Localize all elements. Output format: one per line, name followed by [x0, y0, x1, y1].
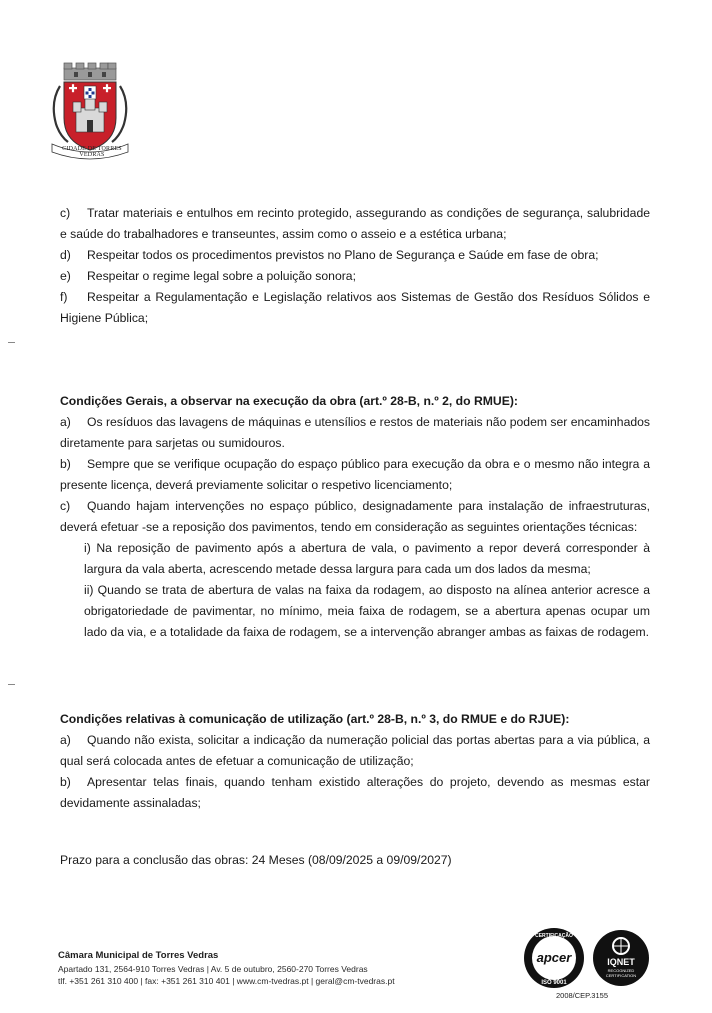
- apcer-name-text: apcer: [536, 950, 572, 965]
- list-item: a) Quando não exista, solicitar a indicação da numeração policial das portas abertas para a via pública, a qual será colocada antes de efetuar a comunicação de utilização;: [60, 733, 650, 768]
- section-2: [60, 391, 650, 643]
- list-item: b) Sempre que se verifique ocupação do espaço público para execução da obra e o mesmo não integra a presente licença, deverá previamente solicitar o respetivo licenciamento;: [60, 457, 650, 492]
- footer-contacts: tlf. +351 261 310 400 | fax: +351 261 310 401 | www.cm-tvedras.pt | geral@cm-tvedras.pt: [58, 976, 395, 986]
- iqnet-line2-text: CERTIFICATION: [605, 973, 637, 978]
- section-3: [60, 709, 650, 814]
- apcer-iso9001-logo-icon: [523, 927, 585, 989]
- section-1: [60, 203, 650, 329]
- apcer-iso-text: ISO 9001: [541, 980, 567, 986]
- margin-mark: [8, 342, 15, 343]
- certificate-code: 2008/CEP.3155: [556, 991, 608, 1000]
- footer-contact: [58, 950, 395, 987]
- iqnet-certification-logo-icon: [592, 929, 650, 987]
- list-item: d) Respeitar todos os procedimentos previstos no Plano de Segurança e Saúde em fase de obra;: [60, 248, 599, 262]
- sub-list-item: i) Na reposição de pavimento após a abertura de vala, o pavimento a repor deverá corresponder à largura da vala aberta, acrescendo metade dessa largura para cada um dos lados da mesma;: [84, 541, 651, 576]
- list-item: b) Apresentar telas finais, quando tenham existido alterações do projeto, devendo as mesmas estar devidamente assinaladas;: [60, 775, 650, 810]
- deadline-statement: Prazo para a conclusão das obras: 24 Meses (08/09/2025 a 09/09/2027): [60, 853, 452, 867]
- list-item: c) Quando hajam intervenções no espaço público, designadamente para instalação de infraestruturas, deverá efetuar -se a reposição dos pavimentos, tendo em consideração as seguintes orientações técnicas:: [60, 499, 650, 534]
- crest-motto: CIDADE DE TORRES VEDRAS: [62, 146, 122, 158]
- apcer-arc-text: CERTIFICAÇÃO: [535, 933, 573, 939]
- list-item: c) Tratar materiais e entulhos em recinto protegido, assegurando as condições de segurança, salubridade e saúde do trabalhadores e transeuntes, assim como o asseio e a estética urbana;: [60, 206, 650, 241]
- section-heading: Condições relativas à comunicação de utilização (art.º 28-B, n.º 3, do RMUE e do RJUE):: [60, 712, 570, 726]
- list-item: a) Os resíduos das lavagens de máquinas e utensílios e restos de materiais não podem ser encaminhados diretamente para sarjetas ou sumidouros.: [60, 415, 650, 450]
- list-item: e) Respeitar o regime legal sobre a poluição sonora;: [60, 269, 356, 283]
- sub-list-item: ii) Quando se trata de abertura de valas na faixa da rodagem, ao disposto na alínea anterior acresce a obrigatoriedade de pavimentar, no mínimo, meia faixa de rodagem, se a abertura apenas ocupar um lado da via, e a totalidade da faixa de rodagem, se a intervenção abranger ambas as faixas de rodagem.: [84, 583, 651, 639]
- footer-org-name: Câmara Municipal de Torres Vedras: [58, 950, 219, 961]
- section-heading: Condições Gerais, a observar na execução da obra (art.º 28-B, n.º 2, do RMUE):: [60, 394, 518, 408]
- iqnet-line1-text: RECOGNIZED: [607, 968, 635, 973]
- footer-address: Apartado 131, 2564-910 Torres Vedras | Av. 5 de outubro, 2560-270 Torres Vedras: [58, 964, 368, 974]
- list-item: f) Respeitar a Regulamentação e Legislação relativos aos Sistemas de Gestão dos Resíduos Sólidos e Higiene Pública;: [60, 290, 650, 325]
- margin-mark: [8, 684, 15, 685]
- iqnet-name-text: IQNET: [607, 957, 635, 967]
